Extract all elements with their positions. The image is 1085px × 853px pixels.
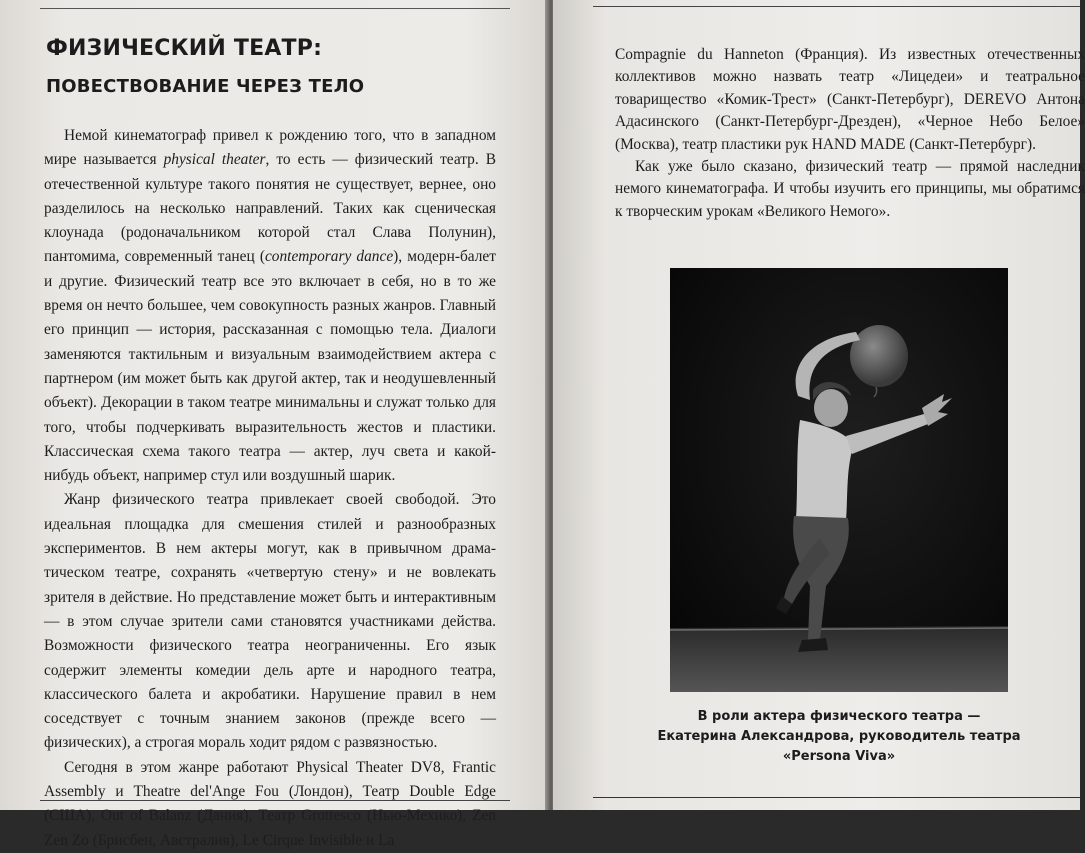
chapter-heading: ФИЗИЧЕСКИЙ ТЕАТР: (46, 36, 323, 61)
paragraph-3: Сегодня в этом жанре работают Physical Theater DV8, Frantic Assembly и Theatre del'Ange Fou (Лондон), Театр Double Edge (США), Out of Balanz (Дания), Театр Grottesco (Нью-Мехико), Zen Zen Zo (Брисбен, Австралия), Le Cirque Invisible и La (44, 758, 496, 849)
photo-caption (635, 707, 1043, 767)
right-page (553, 0, 1085, 810)
bottom-rule (40, 800, 510, 801)
top-rule (593, 6, 1080, 7)
paragraph-continuation: Compagnie du Hanneton (Франция). Из известных отечественных коллективов можно назвать театр «Лицедеи» и театральное товарищество «Комик-Трест» (Санкт-Петербург), DEREVO Антона Адасинского (Санкт-Петербург-Дрезден), «Черное Небо Белое» (Москва), театр пластики рук HAND MADE (Санкт-Петербург). (615, 46, 1085, 153)
bottom-rule (593, 797, 1080, 798)
right-body-text (615, 44, 1085, 223)
chapter-subheading: ПОВЕСТВОВАНИЕ ЧЕРЕЗ ТЕЛО (46, 76, 365, 97)
paragraph-1: Немой кинематограф привел к рождению того, что в западном мире называется physical theater, то есть — физический театр. В отечественной культуре такого понятия не существует, вернее, оно разделилось на несколько направлений. Таких как сценическая клоунада (родоначальником которой стал Слава Полунин), пантомима, современный танец (contemporary dance), модерн-балет и другие. Физический театр все это включает в себя, но в то же время он нечто большее, чем совокупность разных жанров. Главный его принцип — история, рассказанная с помощью тела. Диалоги заменяются тактильным и визуальным взаимодействием актера с партнером (им может быть как другой актер, так и неодушевленный объект). Декорации в таком театре минимальны и служат только для того, чтобы подчеркивать выразительность жестов и пластики. Классическая схема такого театра — актер, луч света и какой-нибудь объект, например стул или воздушный шарик. (44, 127, 496, 485)
top-rule (40, 8, 510, 9)
performer-photo (670, 268, 1008, 692)
caption-line-2: Екатерина Александрова, руководитель театра (657, 729, 1021, 744)
paragraph-2: Жанр физического театра привлекает своей свободой. Это идеальная площадка для смешения стилей и разнообразных экспериментов. В нем актеры могут, как в привычном драматическом театре, сохранять «четвертую стену» и не вовлекать зрителя в действие. Но представление может быть и интерактивным — в этом случае зрители сами становятся участниками действа. Возможности физического театра неограниченны. Его язык содержит элементы комедии дель арте и народного театра, классического балета и акробатики. Нарушение правил в нем соседствует с точным знанием законов (прежде всего — физических), а строгая мораль ходит рядом с развязностью. (44, 491, 496, 752)
performer-photo-illustration (670, 268, 1008, 692)
paragraph-4: Как уже было сказано, физический театр — прямой наследник немого кинематографа. И чтобы изучить его принципы, мы обратимся к творческим урокам «Великого Немого». (615, 158, 1085, 220)
caption-line-3: «Persona Viva» (782, 749, 896, 764)
caption-line-1: В роли актера физического театра — (697, 709, 981, 724)
left-body-text (44, 124, 496, 853)
